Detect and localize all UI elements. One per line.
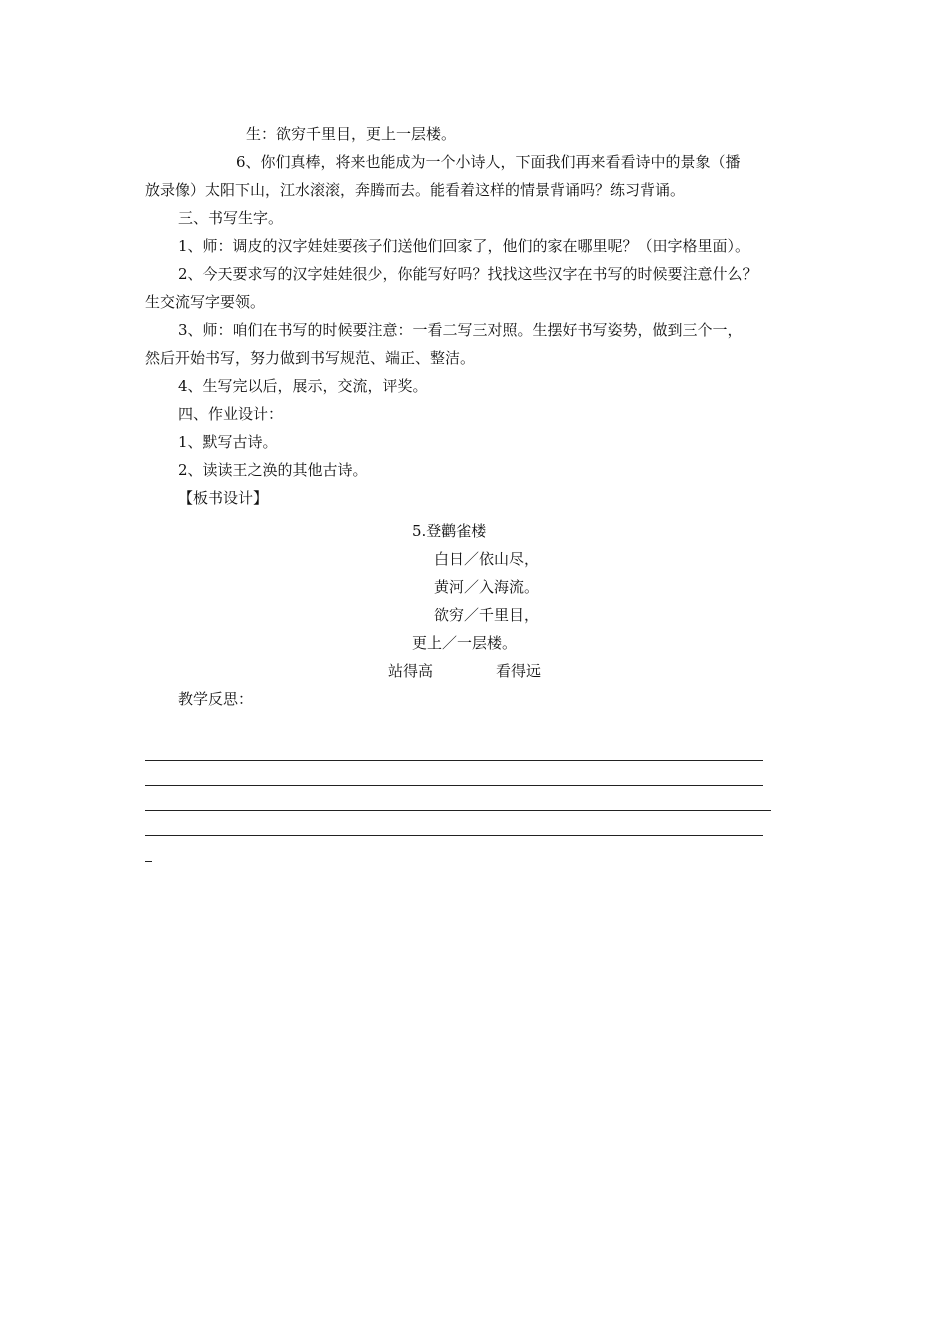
reflection-rule-4 bbox=[145, 835, 763, 836]
section-3-item-4: 4、生写完以后，展示，交流，评奖。 bbox=[178, 377, 428, 395]
section-3-item-2-line-1: 2、今天要求写的汉字娃娃很少，你能写好吗？找找这些汉字在书写的时候要注意什么？ bbox=[178, 265, 758, 283]
section-3-item-1: 1、师：调皮的汉字娃娃要孩子们送他们回家了，他们的家在哪里呢？（田字格里面）。 bbox=[178, 237, 751, 255]
board-poem-line-3: 欲穷／千里目， bbox=[434, 606, 540, 624]
board-title: 5.登鹳雀楼 bbox=[412, 522, 487, 540]
board-design-heading: 【板书设计】 bbox=[178, 489, 269, 507]
board-poem-line-4: 更上／一层楼。 bbox=[412, 634, 518, 652]
reflection-rule-3 bbox=[145, 810, 771, 811]
board-right-phrase: 看得远 bbox=[496, 662, 542, 680]
section-3-item-2-line-2: 生交流写字要领。 bbox=[145, 293, 266, 311]
board-poem-line-1: 白日／依山尽， bbox=[434, 550, 540, 568]
section-3-heading: 三、书写生字。 bbox=[178, 209, 284, 227]
student-answer-line: 生：欲穷千里目，更上一层楼。 bbox=[246, 125, 457, 143]
reflection-rule-2 bbox=[145, 785, 763, 786]
paragraph-6-line-1: 6、你们真棒，将来也能成为一个小诗人，下面我们再来看看诗中的景象（播 bbox=[236, 153, 741, 171]
section-4-heading: 四、作业设计： bbox=[178, 405, 284, 423]
homework-item-2: 2、读读王之涣的其他古诗。 bbox=[178, 461, 368, 479]
board-poem-line-2: 黄河／入海流。 bbox=[434, 578, 540, 596]
reflection-rule-1 bbox=[145, 760, 763, 761]
section-3-item-3-line-2: 然后开始书写，努力做到书写规范、端正、整洁。 bbox=[145, 349, 476, 367]
board-left-phrase: 站得高 bbox=[388, 662, 434, 680]
homework-item-1: 1、默写古诗。 bbox=[178, 433, 278, 451]
teaching-reflection-label: 教学反思： bbox=[178, 690, 254, 708]
paragraph-6-line-2: 放录像）太阳下山，江水滚滚，奔腾而去。能看着这样的情景背诵吗？练习背诵。 bbox=[145, 181, 686, 199]
section-3-item-3-line-1: 3、师：咱们在书写的时候要注意：一看二写三对照。生摆好书写姿势，做到三个一， bbox=[178, 321, 743, 339]
reflection-rule-stub bbox=[145, 861, 152, 862]
